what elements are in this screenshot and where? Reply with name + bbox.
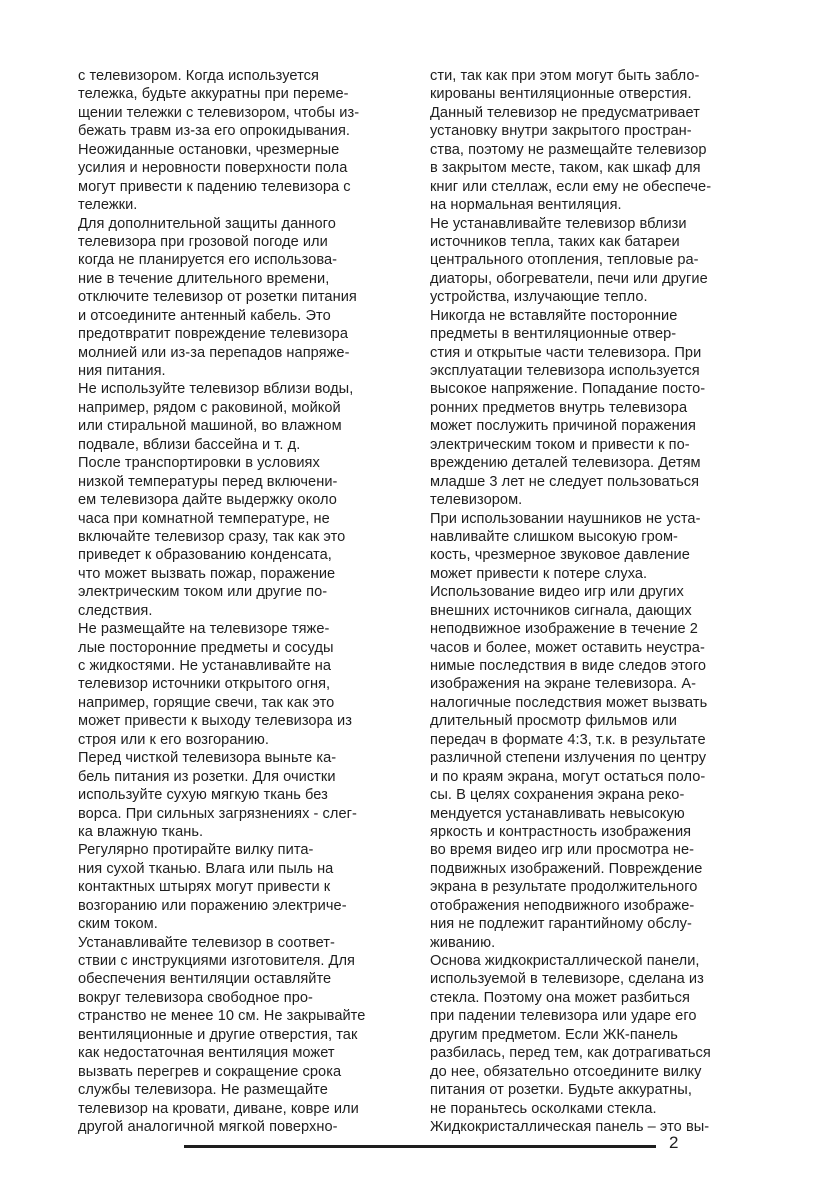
text-line: мендуется устанавливать невысокую xyxy=(430,805,685,822)
text-line: передач в формате 4:3, т.к. в результате xyxy=(430,731,706,748)
text-line: Жидкокристаллическая панель – это вы- xyxy=(430,1118,710,1135)
text-line: не пораньтесь осколками стекла. xyxy=(430,1100,657,1117)
text-line: отключите телевизор от розетки питания xyxy=(78,289,357,306)
text-line: Регулярно протирайте вилку пита- xyxy=(78,842,314,859)
text-line: нимые последствия в виде следов этого xyxy=(430,658,707,674)
text-line: бежать травм из-за его опрокидывания. xyxy=(78,123,351,140)
text-line: и отсоедините антенный кабель. Это xyxy=(78,307,331,324)
text-line: экрана в результате продолжительного xyxy=(430,879,698,896)
text-line: строя или к его возгоранию. xyxy=(78,731,269,748)
text-line: Не размещайте на телевизоре тяже- xyxy=(78,621,330,638)
text-line: Устанавливайте телевизор в соответ- xyxy=(78,934,335,951)
text-line: источников тепла, таких как батареи xyxy=(430,233,680,250)
left-text-column xyxy=(78,67,413,1136)
text-line: ния сухой тканью. Влага или пыль на xyxy=(78,860,334,877)
text-line: электрическим током или другие по- xyxy=(78,584,328,601)
text-line: установку внутри закрытого простран- xyxy=(430,123,692,140)
text-line: ние в течение длительного времени, xyxy=(78,270,330,287)
text-line: как недостаточная вентиляция может xyxy=(78,1045,335,1062)
text-line: высокое напряжение. Попадание посто- xyxy=(430,381,706,398)
text-line: изображения на экране телевизора. А- xyxy=(430,676,697,693)
footer-rule xyxy=(184,1145,656,1148)
text-line: лые посторонние предметы и сосуды xyxy=(78,639,334,656)
text-line: могут привести к падению телевизора с xyxy=(78,178,351,195)
text-line: внешних источников сигнала, дающих xyxy=(430,602,692,619)
text-line: налогичные последствия может вызвать xyxy=(430,694,708,711)
text-line: другим предметом. Если ЖК-панель xyxy=(430,1026,678,1043)
text-line: разбилась, перед тем, как дотрагиваться xyxy=(430,1045,711,1062)
text-line: телевизор на кровати, диване, ковре или xyxy=(78,1100,359,1117)
text-line: с жидкостями. Не устанавливайте на xyxy=(78,658,332,674)
text-line: может послужить причиной поражения xyxy=(430,418,696,435)
text-line: с телевизором. Когда используется xyxy=(78,68,319,84)
text-line: электрическим током и привести к по- xyxy=(430,436,690,453)
text-line: приведет к образованию конденсата, xyxy=(78,547,332,564)
text-line: ствии с инструкциями изготовителя. Для xyxy=(78,953,355,969)
text-line: молнией или из-за перепадов напряже- xyxy=(78,344,350,361)
text-line: вреждению деталей телевизора. Детям xyxy=(430,455,701,472)
text-line: или стиральной машиной, во влажном xyxy=(78,418,342,435)
text-line: используйте сухую мягкую ткань без xyxy=(78,787,328,804)
text-line: ства, поэтому не размещайте телевизор xyxy=(430,141,707,158)
text-line: возгоранию или поражению электриче- xyxy=(78,897,347,914)
text-line: кость, чрезмерное звуковое давление xyxy=(430,547,690,564)
text-line: отображения неподвижного изображе- xyxy=(430,897,695,914)
text-line: например, рядом с раковиной, мойкой xyxy=(78,399,341,416)
text-line: питания от розетки. Будьте аккуратны, xyxy=(430,1082,692,1099)
text-line: Использование видео игр или других xyxy=(430,584,684,601)
text-line: ка влажную ткань. xyxy=(78,823,204,840)
text-line: подвале, вблизи бассейна и т. д. xyxy=(78,436,301,453)
text-line: сы. В целях сохранения экрана реко- xyxy=(430,787,685,804)
text-line: книг или стеллаж, если ему не обеспече- xyxy=(430,178,712,195)
text-line: используемой в телевизоре, сделана из xyxy=(430,971,704,988)
text-line: телевизора при грозовой погоде или xyxy=(78,233,328,250)
text-line: ем телевизора дайте выдержку около xyxy=(78,492,337,509)
text-line: ния не подлежит гарантийному обслу- xyxy=(430,916,692,933)
text-line: Никогда не вставляйте посторонние xyxy=(430,307,678,324)
text-line: на нормальная вентиляция. xyxy=(430,197,622,214)
text-line: и по краям экрана, могут остаться поло- xyxy=(430,768,706,785)
text-line: когда не планируется его использова- xyxy=(78,252,338,269)
text-line: Перед чисткой телевизора выньте ка- xyxy=(78,750,337,767)
text-line: следствия. xyxy=(78,602,153,619)
text-line: живанию. xyxy=(430,934,496,951)
right-text-column xyxy=(430,67,765,1136)
text-line: Для дополнительной защиты данного xyxy=(78,215,336,232)
text-line: низкой температуры перед включени- xyxy=(78,473,338,490)
page-number: 2 xyxy=(669,1133,679,1152)
text-line: ворса. При сильных загрязнениях - слег- xyxy=(78,805,357,822)
text-line: щении тележки с телевизором, чтобы из- xyxy=(78,104,360,121)
text-line: При использовании наушников не уста- xyxy=(430,510,701,527)
text-line: Не устанавливайте телевизор вблизи xyxy=(430,215,687,232)
text-line: до нее, обязательно отсоедините вилку xyxy=(430,1063,702,1080)
text-line: стия и открытые части телевизора. При xyxy=(430,344,702,361)
text-line: Не используйте телевизор вблизи воды, xyxy=(78,381,354,398)
text-line: центрального отопления, тепловые ра- xyxy=(430,252,699,269)
text-line: например, горящие свечи, так как это xyxy=(78,694,335,711)
text-line: различной степени излучения по центру xyxy=(430,750,707,767)
text-line: контактных штырях могут привести к xyxy=(78,879,331,896)
text-line: часа при комнатной температуре, не xyxy=(78,510,330,527)
text-line: тележка, будьте аккуратны при переме- xyxy=(78,86,349,103)
text-line: младше 3 лет не следует пользоваться xyxy=(430,473,700,490)
text-line: яркость и контрастность изображения xyxy=(430,823,692,840)
text-line: во время видео игр или просмотра не- xyxy=(430,842,695,859)
text-line: тележки. xyxy=(78,197,138,214)
text-line: кированы вентиляционные отверстия. xyxy=(430,86,692,103)
text-line: включайте телевизор сразу, так как это xyxy=(78,528,346,545)
text-line: Основа жидкокристаллической панели, xyxy=(430,953,700,969)
text-line: службы телевизора. Не размещайте xyxy=(78,1082,328,1099)
text-line: стекла. Поэтому она может разбиться xyxy=(430,989,690,1006)
text-line: диаторы, обогреватели, печи или другие xyxy=(430,270,708,287)
text-line: подвижных изображений. Повреждение xyxy=(430,860,703,877)
text-line: часов и более, может оставить неустра- xyxy=(430,639,705,656)
text-line: ния питания. xyxy=(78,363,166,379)
text-line: бель питания из розетки. Для очистки xyxy=(78,768,336,785)
text-line: ским током. xyxy=(78,916,158,933)
text-line: может привести к потере слуха. xyxy=(430,565,648,582)
text-line: длительный просмотр фильмов или xyxy=(430,713,677,730)
text-line: может привести к выходу телевизора из xyxy=(78,713,352,730)
text-line: После транспортировки в условиях xyxy=(78,455,320,472)
text-line: усилия и неровности поверхности пола xyxy=(78,160,348,177)
text-line: что может вызвать пожар, поражение xyxy=(78,565,336,582)
text-line: вокруг телевизора свободное про- xyxy=(78,989,313,1006)
text-line: Данный телевизор не предусматривает xyxy=(430,104,700,121)
text-line: телевизором. xyxy=(430,492,523,509)
text-line: вызвать перегрев и сокращение срока xyxy=(78,1063,342,1080)
text-line: навливайте слишком высокую гром- xyxy=(430,528,678,545)
text-line: устройства, излучающие тепло. xyxy=(430,289,648,306)
text-line: эксплуатации телевизора используется xyxy=(430,363,700,379)
text-line: вентиляционные и другие отверстия, так xyxy=(78,1026,358,1043)
text-line: при падении телевизора или ударе его xyxy=(430,1008,697,1025)
text-line: телевизор источники открытого огня, xyxy=(78,676,331,693)
text-line: сти, так как при этом могут быть забло- xyxy=(430,68,700,84)
text-line: неподвижное изображение в течение 2 xyxy=(430,621,698,638)
text-line: странство не менее 10 см. Не закрывайте xyxy=(78,1008,366,1025)
text-line: предотвратит повреждение телевизора xyxy=(78,326,348,343)
text-line: ронних предметов внутрь телевизора xyxy=(430,399,688,416)
text-line: в закрытом месте, таком, как шкаф для xyxy=(430,160,701,177)
text-line: Неожиданные остановки, чрезмерные xyxy=(78,141,340,158)
text-line: другой аналогичной мягкой поверхно- xyxy=(78,1118,338,1135)
text-line: предметы в вентиляционные отвер- xyxy=(430,326,677,343)
text-line: обеспечения вентиляции оставляйте xyxy=(78,971,332,988)
